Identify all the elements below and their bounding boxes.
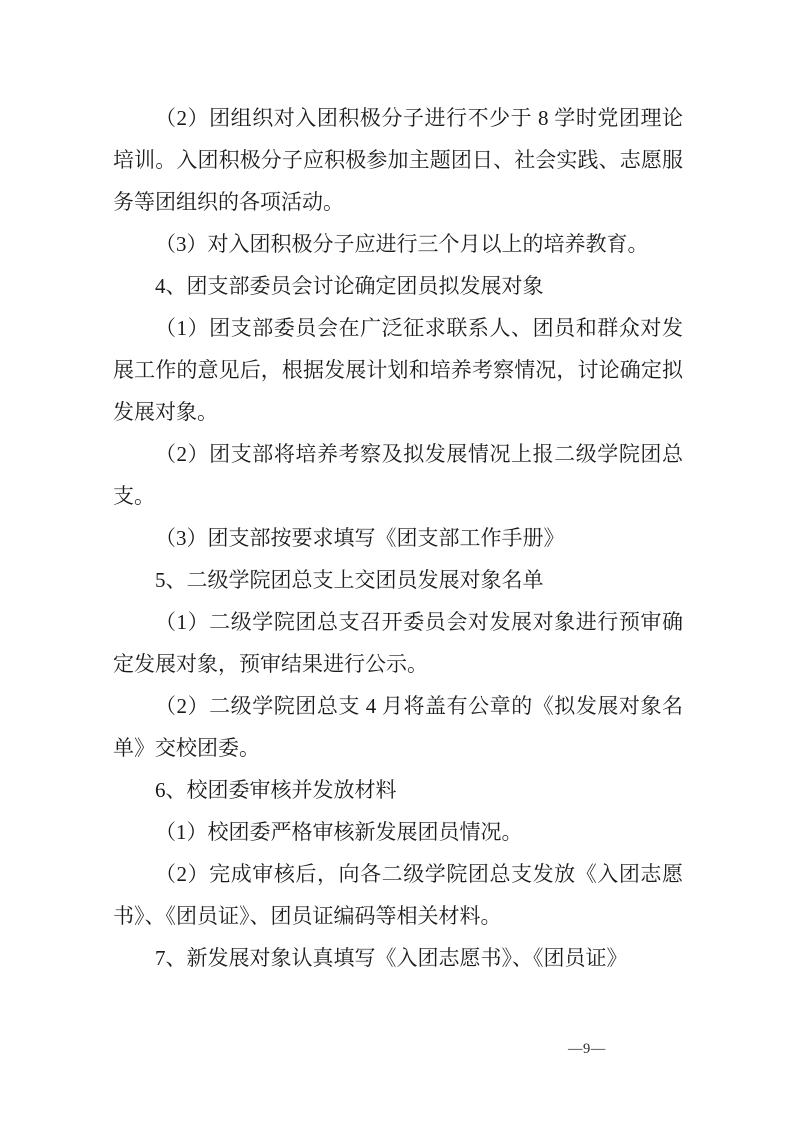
paragraph: 7、新发展对象认真填写《入团志愿书》、《团员证》 (155, 946, 628, 970)
paragraph: （1）团支部委员会在广泛征求联系人、团员和群众对发展工作的意见后，根据发展计划和培养考察情况，讨论确定拟发展对象。 (113, 316, 683, 424)
paragraph: （2）团组织对入团积极分子进行不少于 8 学时党团理论培训。入团积极分子应积极参加主题团日、社会实践、志愿服务等团组织的各项活动。 (113, 106, 683, 214)
document-body (113, 97, 683, 979)
paragraph: （1）校团委严格审核新发展团员情况。 (155, 820, 523, 844)
page-number: —9— (568, 1041, 606, 1057)
paragraph: 5、二级学院团总支上交团员发展对象名单 (155, 568, 544, 592)
paragraph: （3）团支部按要求填写《团支部工作手册》 (155, 526, 565, 550)
paragraph: （2）完成审核后，向各二级学院团总支发放《入团志愿书》、《团员证》、团员证编码等相关材料。 (113, 862, 683, 928)
paragraph: （2）二级学院团总支 4 月将盖有公章的《拟发展对象名单》交校团委。 (113, 694, 683, 760)
paragraph: 6、校团委审核并发放材料 (155, 778, 397, 802)
paragraph: 4、团支部委员会讨论确定团员拟发展对象 (155, 274, 544, 298)
paragraph: （3）对入团积极分子应进行三个月以上的培养教育。 (155, 232, 649, 256)
paragraph: （2）团支部将培养考察及拟发展情况上报二级学院团总支。 (113, 442, 683, 508)
paragraph: （1）二级学院团总支召开委员会对发展对象进行预审确定发展对象，预审结果进行公示。 (113, 610, 683, 676)
